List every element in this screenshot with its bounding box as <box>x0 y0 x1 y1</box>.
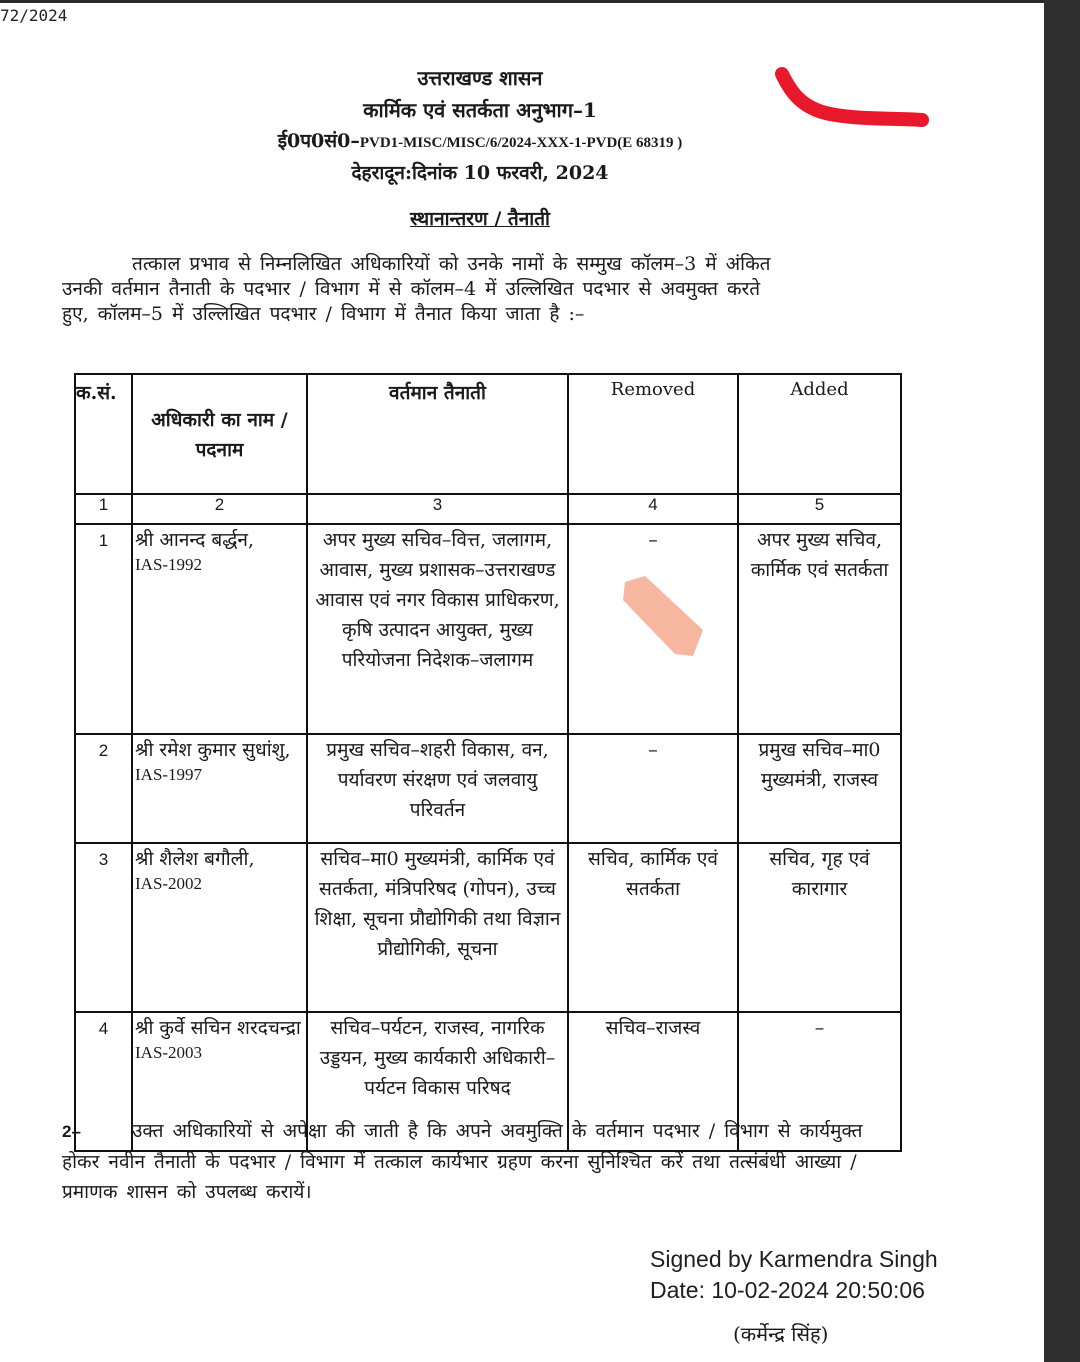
removed-posting: सचिव–राजस्व <box>568 1012 738 1151</box>
instruction-text: उक्त अधिकारियों से अपेक्षा की जाती है कि अपने अवमुक्ति के वर्तमान पदभार / विभाग से कार्यमुक्त होकर नवीन तैनाती के पदभार / विभाग में तत्काल कार्यभार ग्रहण करना सुनिश्चित करें तथा तत्संबंधी आख्या / प्रमाणक शासन को उपलब्ध करायें। <box>62 1120 863 1203</box>
signer-name: (कर्मेन्द्र सिंह) <box>733 1322 829 1346</box>
officer-service: IAS-1997 <box>135 765 203 784</box>
officer-name: श्री शैलेश बगौली, <box>135 848 255 870</box>
officer-name: श्री कुर्वे सचिन शरदचन्द्रा <box>135 1017 301 1039</box>
header-officer-name: अधिकारी का नाम / पदनाम <box>132 374 307 494</box>
page-date: 72/2024 <box>0 6 68 25</box>
column-number-row <box>75 494 901 524</box>
instruction-paragraph <box>62 1116 900 1207</box>
current-posting: प्रमुख सचिव–शहरी विकास, वन, पर्यावरण संरक्षण एवं जलवायु परिवर्तन <box>307 734 568 843</box>
removed-posting: – <box>568 734 738 843</box>
officer-service: IAS-1992 <box>135 555 203 574</box>
table-row <box>75 524 901 734</box>
top-border-line <box>0 0 1044 3</box>
column-number: 2 <box>132 494 307 524</box>
letter-date: देहरादून:दिनांक 10 फरवरी, 2024 <box>351 162 609 184</box>
removed-posting: सचिव, कार्मिक एवं सतर्कता <box>568 843 738 1012</box>
dark-screen-edge <box>1044 0 1080 1362</box>
officer-service: IAS-2003 <box>135 1043 203 1062</box>
red-pen-mark <box>770 60 940 140</box>
column-number: 3 <box>307 494 568 524</box>
signature-date: Date: 10-02-2024 20:50:06 <box>650 1277 925 1303</box>
row-serial: 1 <box>75 524 132 734</box>
reference-number <box>200 127 760 153</box>
reference-code: PVD1-MISC/MISC/6/2024-XXX-1-PVD(E 68319 ) <box>359 135 683 151</box>
header-serial: क.सं. <box>75 374 132 494</box>
added-posting: प्रमुख सचिव–मा0 मुख्यमंत्री, राजस्व <box>738 734 901 843</box>
officer-name: श्री रमेश कुमार सुधांशु, <box>135 739 291 761</box>
row-serial: 2 <box>75 734 132 843</box>
added-posting: अपर मुख्य सचिव, कार्मिक एवं सतर्कता <box>738 524 901 734</box>
table-row <box>75 734 901 843</box>
header-added: Added <box>738 374 901 494</box>
officer-cell <box>132 734 307 843</box>
subject-heading: स्थानान्तरण / तैनाती <box>410 208 550 230</box>
reference-prefix: ई0प0सं0– <box>277 130 360 152</box>
intro-line: हुए, कॉलम–5 में उल्लिखित पदभार / विभाग में तैनात किया जाता है :– <box>62 303 585 325</box>
current-posting: सचिव–मा0 मुख्यमंत्री, कार्मिक एवं सतर्कता, मंत्रिपरिषद (गोपन), उच्च शिक्षा, सूचना प्रौद्योगिकी तथा विज्ञान प्रौद्योगिकी, सूचना <box>307 843 568 1012</box>
department-name: कार्मिक एवं सतर्कता अनुभाग–1 <box>363 98 597 122</box>
paragraph-number: 2– <box>62 1122 81 1141</box>
officer-cell <box>132 524 307 734</box>
digital-signature <box>650 1244 938 1306</box>
column-number: 4 <box>568 494 738 524</box>
officer-service: IAS-2002 <box>135 874 203 893</box>
column-number: 5 <box>738 494 901 524</box>
current-posting: अपर मुख्य सचिव–वित्त, जलागम, आवास, मुख्य प्रशासक–उत्तराखण्ड आवास एवं नगर विकास प्राधिकरण, कृषि उत्पादन आयुक्त, मुख्य परियोजना निदेशक–जलागम <box>307 524 568 734</box>
current-posting: सचिव–पर्यटन, राजस्व, नागरिक उड्डयन, मुख्य कार्यकारी अधिकारी–पर्यटन विकास परिषद <box>307 1012 568 1151</box>
table-header-row <box>75 374 901 494</box>
row-serial: 3 <box>75 843 132 1012</box>
column-number: 1 <box>75 494 132 524</box>
header-removed: Removed <box>568 374 738 494</box>
table-row <box>75 843 901 1012</box>
added-posting: सचिव, गृह एवं कारागार <box>738 843 901 1012</box>
intro-line: तत्काल प्रभाव से निम्नलिखित अधिकारियों को उनके नामों के सम्मुख कॉलम–3 में अंकित <box>132 253 771 275</box>
govt-name: उत्तराखण्ड शासन <box>417 66 543 90</box>
transfer-table <box>74 373 902 1152</box>
header-current-posting: वर्तमान तैनाती <box>307 374 568 494</box>
intro-paragraph <box>62 252 900 327</box>
officer-name: श्री आनन्द बर्द्धन, <box>135 529 254 551</box>
orange-smudge-mark <box>615 570 715 665</box>
officer-cell <box>132 843 307 1012</box>
signed-by: Signed by Karmendra Singh <box>650 1246 938 1272</box>
removed-posting: – <box>568 524 738 734</box>
added-posting: – <box>738 1012 901 1151</box>
intro-line: उनकी वर्तमान तैनाती के पदभार / विभाग में से कॉलम–4 में उल्लिखित पदभार से अवमुक्त करते <box>62 278 761 300</box>
row-serial: 4 <box>75 1012 132 1151</box>
